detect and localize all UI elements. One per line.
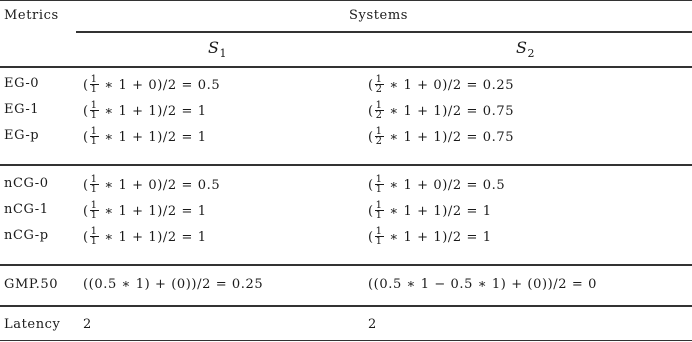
- fraction: [90, 201, 99, 220]
- metric-label: EG-0: [4, 76, 40, 91]
- fraction: [90, 101, 99, 120]
- fraction-denominator: 1: [375, 210, 383, 221]
- fraction: [375, 75, 384, 94]
- fraction-denominator: 1: [90, 136, 98, 147]
- gmp-s2-value: ((0.5 ∗ 1 − 0.5 ∗ 1) + (0))/2 = 0: [368, 277, 597, 292]
- fraction-denominator: 1: [375, 184, 383, 195]
- systems-header: Systems: [349, 8, 409, 23]
- formula-rest: ∗ 1 + 0)/2 = 0.5: [99, 178, 221, 193]
- fraction-denominator: 1: [90, 184, 98, 195]
- fraction: [375, 201, 384, 220]
- formula-open: (: [83, 130, 89, 145]
- fraction-numerator: 1: [90, 126, 98, 137]
- fraction: [375, 127, 384, 146]
- formula-s1: [83, 102, 207, 121]
- formula-s2: [368, 228, 492, 247]
- formula-rest: ∗ 1 + 1)/2 = 0.75: [384, 130, 515, 145]
- fraction-numerator: 1: [375, 174, 383, 185]
- latency-s1-value: 2: [83, 317, 92, 332]
- fraction: [90, 175, 99, 194]
- fraction-denominator: 1: [90, 110, 98, 121]
- top-rule: [0, 0, 692, 1]
- fraction: [90, 127, 99, 146]
- fraction: [375, 101, 384, 120]
- bottom-rule: [0, 340, 692, 341]
- formula-open: (: [83, 104, 89, 119]
- formula-rest: ∗ 1 + 1)/2 = 1: [384, 204, 492, 219]
- fraction: [375, 227, 384, 246]
- gmp-s1-value: ((0.5 ∗ 1) + (0))/2 = 0.25: [83, 277, 264, 292]
- formula-rest: ∗ 1 + 1)/2 = 1: [384, 230, 492, 245]
- fraction: [90, 75, 99, 94]
- group-separator-2: [0, 264, 692, 266]
- formula-open: (: [368, 104, 374, 119]
- metric-label: nCG-p: [4, 228, 49, 243]
- metrics-header: Metrics: [4, 8, 59, 23]
- group-separator-3: [0, 305, 692, 307]
- formula-s1: [83, 228, 207, 247]
- fraction-numerator: 1: [375, 200, 383, 211]
- formula-rest: ∗ 1 + 0)/2 = 0.5: [99, 78, 221, 93]
- fraction-denominator: 2: [375, 136, 383, 147]
- formula-rest: ∗ 1 + 0)/2 = 0.5: [384, 178, 506, 193]
- fraction-denominator: 2: [375, 84, 383, 95]
- formula-open: (: [368, 78, 374, 93]
- latency-s2-value: 2: [368, 317, 377, 332]
- fraction-denominator: 1: [375, 236, 383, 247]
- header-rule: [0, 66, 692, 68]
- formula-open: (: [368, 130, 374, 145]
- metric-label-latency: Latency: [4, 317, 61, 332]
- formula-s2: [368, 128, 514, 147]
- fraction-denominator: 1: [90, 210, 98, 221]
- metric-label: EG-p: [4, 128, 40, 143]
- fraction-numerator: 1: [375, 226, 383, 237]
- formula-rest: ∗ 1 + 1)/2 = 1: [99, 230, 207, 245]
- formula-s2: [368, 176, 505, 195]
- systems-rule: [76, 31, 692, 33]
- fraction: [90, 227, 99, 246]
- fraction-numerator: 1: [375, 126, 383, 137]
- formula-s1: [83, 76, 220, 95]
- formula-s1: [83, 176, 220, 195]
- group-separator-1: [0, 164, 692, 166]
- fraction: [375, 175, 384, 194]
- formula-open: (: [368, 230, 374, 245]
- fraction-numerator: 1: [90, 100, 98, 111]
- formula-s2: [368, 202, 492, 221]
- formula-rest: ∗ 1 + 1)/2 = 0.75: [384, 104, 515, 119]
- formula-open: (: [368, 204, 374, 219]
- metric-label: nCG-1: [4, 202, 49, 217]
- formula-s2: [368, 102, 514, 121]
- formula-open: (: [83, 178, 89, 193]
- formula-rest: ∗ 1 + 1)/2 = 1: [99, 130, 207, 145]
- fraction-denominator: 1: [90, 236, 98, 247]
- formula-open: (: [83, 78, 89, 93]
- metric-label: EG-1: [4, 102, 40, 117]
- fraction-numerator: 1: [90, 174, 98, 185]
- fraction-numerator: 1: [90, 74, 98, 85]
- formula-rest: ∗ 1 + 0)/2 = 0.25: [384, 78, 515, 93]
- fraction-numerator: 1: [375, 100, 383, 111]
- fraction-denominator: 2: [375, 110, 383, 121]
- metric-label-gmp: GMP.50: [4, 277, 59, 292]
- metric-label: nCG-0: [4, 176, 49, 191]
- formula-open: (: [368, 178, 374, 193]
- s2-header: $S_2$: [516, 38, 535, 61]
- fraction-denominator: 1: [90, 84, 98, 95]
- s1-header: $S_1$: [208, 38, 227, 61]
- formula-rest: ∗ 1 + 1)/2 = 1: [99, 104, 207, 119]
- fraction-numerator: 1: [90, 226, 98, 237]
- formula-s1: [83, 128, 207, 147]
- formula-open: (: [83, 230, 89, 245]
- formula-open: (: [83, 204, 89, 219]
- fraction-numerator: 1: [90, 200, 98, 211]
- formula-s2: [368, 76, 514, 95]
- formula-rest: ∗ 1 + 1)/2 = 1: [99, 204, 207, 219]
- formula-s1: [83, 202, 207, 221]
- fraction-numerator: 1: [375, 74, 383, 85]
